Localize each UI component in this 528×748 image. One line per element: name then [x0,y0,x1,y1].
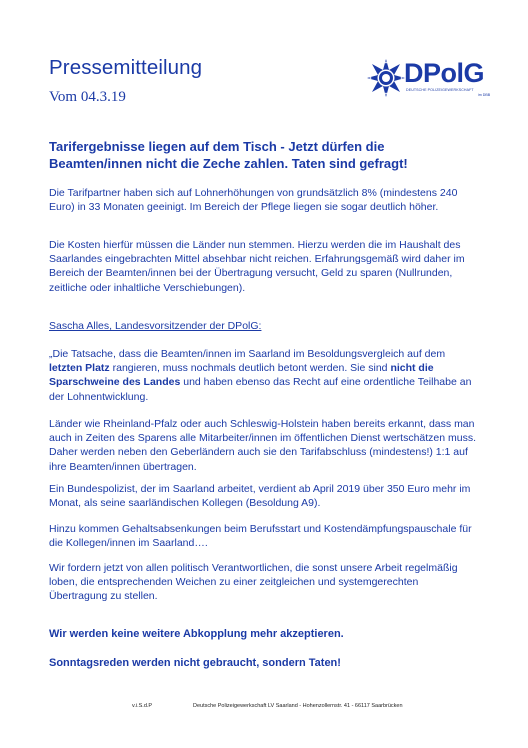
speaker-line: Sascha Alles, Landesvorsitzender der DPolG: [49,320,262,332]
dpolg-logo [366,58,496,100]
paragraph-6: Hinzu kommen Gehaltsabsenkungen beim Berufsstart und Kostendämpfungspauschale für die Kollegen/innen im Saarland…. [49,523,472,550]
quote-text-b: rangieren, muss nochmals deutlich betont werden. Sie sind [109,362,391,375]
paragraph-1: Die Tarifpartner haben sich auf Lohnerhöhungen von grundsätzlich 8% (mindestens 240 Euro) in 33 Monaten geeinigt. Im Bereich der Pflege liegen sie sogar deutlich höher. [49,187,458,214]
quote-bold-sparschweine: nicht die Sparschweine des Landes [49,362,434,389]
release-date: Vom 04.3.19 [49,89,126,105]
logo-wordmark: DPolG [404,58,485,88]
footer-visdp: v.i.S.d.P [132,703,153,709]
quote-text-a: „Die Tatsache, dass die Beamten/innen im Saarland im Besoldungsvergleich auf dem [49,348,446,360]
page-title: Pressemitteilung [49,56,203,79]
police-star-icon [366,58,406,98]
headline-line-1: Tarifergebnisse liegen auf dem Tisch - Jetzt dürfen die [49,139,385,154]
quote-text-c: und haben ebenso das Recht auf eine ordentliche Teilhabe an der Lohnentwicklung. [49,376,472,403]
logo-subtitle-dbb: im DBB [478,93,491,97]
headline [49,138,479,172]
paragraph-2: Die Kosten hierfür müssen die Länder nun stemmen. Hierzu werden die im Haushalt des Saarlandes eingebrachten Mittel absehbar nicht reichen. Erfahrungsgemäß wird daher im Bereich der Beamten/innen bei der Übertragung versucht, Geld zu sparen (Nullrunden, zeitliche oder inhaltliche Verschiebungen). [49,239,465,294]
logo-subtitle: DEUTSCHE POLIZEIGEWERKSCHAFT [406,88,474,92]
paragraph-5: Ein Bundespolizist, der im Saarland arbeitet, verdient ab April 2019 über 350 Euro mehr im Monat, als seine saarländischen Kollegen (Besoldung A9). [49,483,471,510]
quote-bold-last-place: letzten Platz [49,362,110,375]
headline-line-2: Beamten/innen nicht die Zeche zahlen. Taten sind gefragt! [49,156,408,171]
paragraph-7: Wir fordern jetzt von allen politisch Verantwortlichen, die sonst unsere Arbeit regelmäßig loben, die entsprechenden Weichen zu einer zeitgleichen und systemgerechten Übertragung zu stellen. [49,562,458,603]
paragraph-4: Länder wie Rheinland-Pfalz oder auch Schleswig-Holstein haben bereits erkannt, dass man auch in Zeiten des Sparens alle Mitarbeiter/innen im öffentlichen Dienst wertschätzen muss. Daher werden neben den Geberländern auch sie den Tarifabschluss (mindestens!) 1:1 auf ihre Beamten/innen übertragen. [49,418,477,473]
quote-paragraph [49,347,479,404]
closing-line-1: Wir werden keine weitere Abkopplung mehr akzeptieren. [49,628,344,640]
closing-line-2: Sonntagsreden werden nicht gebraucht, sondern Taten! [49,657,341,669]
footer-address: Deutsche Polizeigewerkschaft LV Saarland - Hohenzollernstr. 41 - 66117 Saarbrücken [193,703,403,709]
